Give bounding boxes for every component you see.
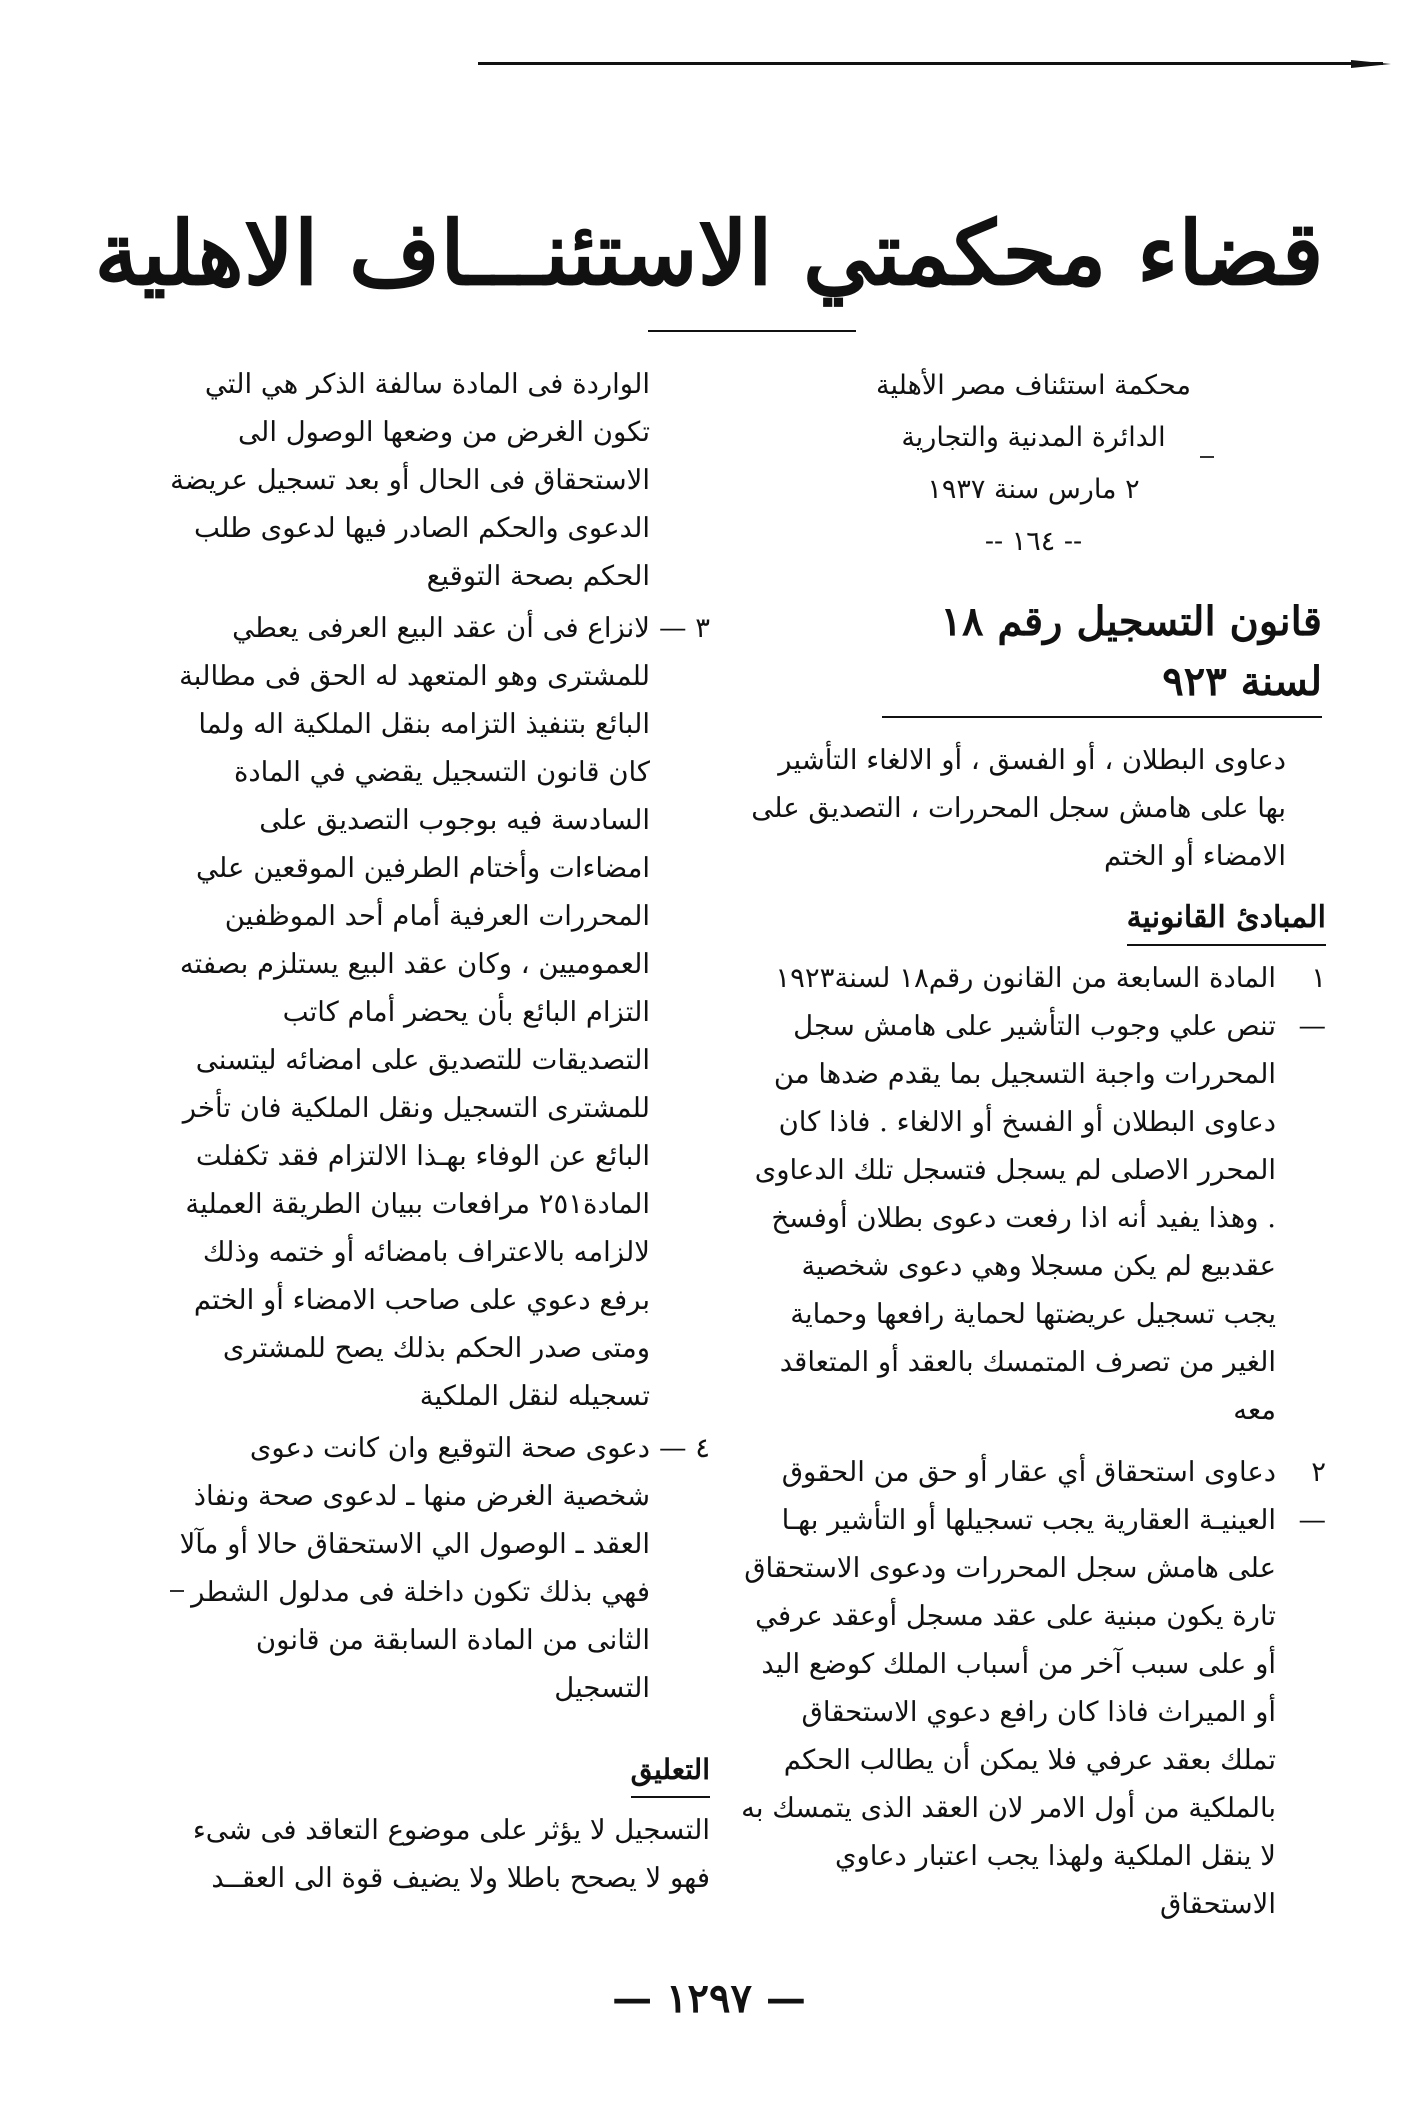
principle-number: ١ — <box>1298 962 1326 1042</box>
top-rule <box>478 62 1383 65</box>
scan-speck <box>170 1590 184 1592</box>
principle-text: المادة السابعة من القانون رقم١٨ لسنة١٩٢٣ تنص علي وجوب التأشير على هامش سجل المحررات واجبة التسجيل بما يقدم ضدها من دعاوى البطلان أو الفسخ أو الالغاء . فاذا كان المحرر الاصلى لم يسجل فتسجل تلك الدعاوى . وهذا يفيد أنه اذا رفعت دعوى بطلان أوفسخ عقدبيع لم يكن مسجلا وهي دعوى شخصية يجب تسجيل عريضتها لحماية رافعها وحماية الغير من تصرف المتمسك بالعقد أو المتعاقد معه <box>754 962 1276 1426</box>
principle-number: ٤ — <box>658 1432 710 1464</box>
principle-1 <box>741 954 1326 1434</box>
principle-text: دعوى صحة التوقيع وان كانت دعوى شخصية الغرض منها ـ لدعوى صحة ونفاذ العقد ـ الوصول الي الاستحقاق حالا أو مآلا فهي بذلك تكون داخلة فى مدلول الشطر الثانى من المادة السابقة من قانون التسجيل <box>179 1432 650 1704</box>
judgment-date: ٢ مارس سنة ١٩٣٧ <box>927 474 1140 505</box>
case-summary: دعاوى البطلان ، أو الفسق ، أو الالغاء التأشير بها على هامش سجل المحررات ، التصديق على الامضاء أو الختم <box>751 744 1286 872</box>
commentary-heading: التعليق <box>631 1746 710 1798</box>
principles-heading: المبادئ القانونية <box>1127 894 1326 946</box>
continuation-paragraph: الواردة فى المادة سالفة الذكر هي التي تكون الغرض من وضعها الوصول الى الاستحقاق فى الحال أو بعد تسجيل عريضة الدعوى والحكم الصادر فيها لدعوى طلب الحكم بصحة التوقيع <box>170 368 650 592</box>
title-rule <box>648 330 856 332</box>
law-heading: قانون التسجيل رقم ١٨ لسنة ٩٢٣ <box>882 592 1322 718</box>
principle-2 <box>741 1448 1326 1928</box>
court-division: الدائرة المدنية والتجارية <box>901 422 1166 453</box>
commentary-text: التسجيل لا يؤثر على موضوع التعاقد فى شىء فهو لا يصحح باطلا ولا يضيف قوة الى العقــد <box>192 1814 710 1894</box>
left-column <box>165 360 710 1902</box>
page-title: قضاء محكمتي الاستئنـــاف الاهلية <box>94 201 1324 305</box>
right-column <box>741 360 1326 1928</box>
court-name: محكمة استئناف مصر الأهلية <box>876 370 1191 401</box>
principle-text: دعاوى استحقاق أي عقار أو حق من الحقوق العينيـة العقارية يجب تسجيلها أو التأشير بهـا على هامش سجل المحررات ودعوى الاستحقاق تارة يكون مبنية على عقد مسجل أوعقد عرفي أو على سبب آخر من أسباب الملك كوضع اليد أو الميراث فاذا كان رافع دعوي الاستحقاق تملك بعقد عرفي فلا يمكن أن يطالب الحكم بالملكية من أول الامر لان العقد الذى يتمسك به لا ينقل الملكية ولهذا يجب اعتبار دعاوي الاستحقاق <box>741 1456 1276 1920</box>
principle-number: ٢ — <box>1298 1456 1326 1536</box>
principle-3 <box>165 604 710 1420</box>
scan-speck <box>1200 456 1214 458</box>
principle-text: لانزاع فى أن عقد البيع العرفى يعطي للمشترى وهو المتعهد له الحق فى مطالبة البائع بتنفيذ التزامه بنقل الملكية اله ولما كان قانون التسجيل يقضي في المادة السادسة فيه بوجوب التصديق على امضاءات وأختام الطرفين الموقعين علي المحررات العرفية أمام أحد الموظفين العموميين ، وكان عقد البيع يستلزم بصفته التزام البائع بأن يحضر أمام كاتب التصديقات للتصديق على امضائه ليتسنى للمشترى التسجيل ونقل الملكية فان تأخر البائع عن الوفاء بهـذا الالتزام فقد تكفلت المادة٢٥١ مرافعات ببيان الطريقة العملية لالزامه بالاعتراف بامضائه أو ختمه وذلك برفع دعوي على صاحب الامضاء أو الختم ومتى صدر الحكم بذلك يصح للمشترى تسجيله لنقل الملكية <box>179 612 650 1412</box>
principle-number: ٣ — <box>658 612 710 644</box>
principle-4 <box>165 1424 710 1712</box>
page-number: — ١٢٩٧ — <box>612 1975 806 2022</box>
case-number: -- ١٦٤ -- <box>984 526 1083 557</box>
